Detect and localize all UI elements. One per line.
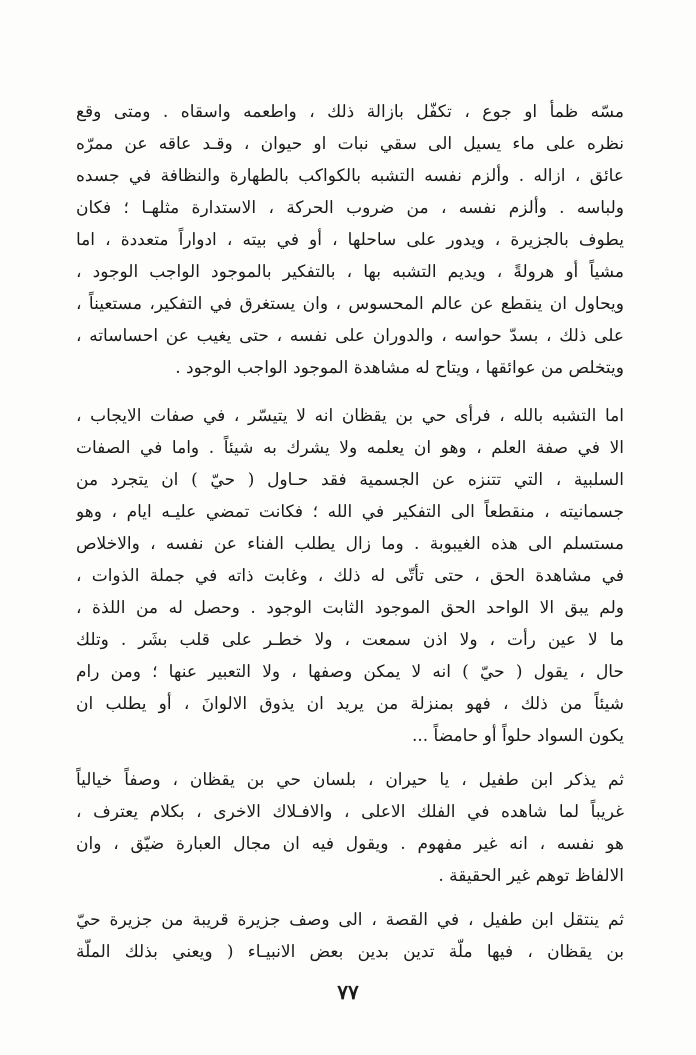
text-line: ويحاول ان ينقطع عن عالم المحسوس ، وان يستغرق في التفكير، مستعيناً ، (76, 294, 624, 314)
text-line: بن يقظان ، فيها ملّة تدين بدين بعض الانبيـاء ( ويعني بذلك الملّة (76, 942, 624, 962)
text-line: يكون السواد حلواً أو حامضاً ... (411, 726, 624, 746)
text-line: على ذلك ، بسدّ حواسه ، والدوران على نفسه ، حتى يغيب عن احساساته ، (76, 326, 624, 346)
text-line: نظره على ماء يسيل الى سقي نبات او حيوان ، وقـد عاقه عن ممرّه (76, 134, 624, 154)
paragraph-2 (76, 400, 624, 752)
text-line: السلبية ، التي تتنزه عن الجسمية فقد حـاول ( حيّ ) ان يتجرد من (76, 470, 624, 490)
paragraph-4 (76, 904, 624, 968)
text-line: ثم ينتقل ابن طفيل ، في القصة ، الى وصف جزيرة قريبة من جزيرة حيّ (76, 910, 624, 930)
text-line: الا في صفة العلم ، وهو ان يعلمه ولا يشرك به شيئاً . واما في الصفات (76, 438, 624, 458)
text-line: ويتخلص من عوائقها ، ويتاح له مشاهدة الموجود الواجب الوجود . (175, 358, 624, 378)
text-line: هو نفسه ، انه غير مفهوم . ويقول فيه ان مجال العبارة ضيّق ، وان (76, 834, 624, 854)
text-line: في مشاهدة الحق ، حتى تأتّى له ذلك ، وغابت ذاته في جملة الذوات ، (76, 566, 624, 586)
text-line: جسمانيته ، منقطعاً الى التفكير في الله ؛ فكانت تمضي عليـه ايام ، وهو (76, 502, 624, 522)
paragraph-3 (76, 764, 624, 892)
text-line: الالفاظ توهم غير الحقيقة . (438, 866, 624, 886)
text-line: عائق ، ازاله . وألزم نفسه التشبه بالكواكب بالطهارة والنظافة في جسده (76, 166, 624, 186)
text-line: يطوف بالجزيرة ، ويدور على ساحلها ، أو في بيته ، ادواراً متعددة ، اما (76, 230, 624, 250)
text-line: ولباسه . وألزم نفسه ، من ضروب الحركة ، الاستدارة مثلهـا ؛ فكان (76, 198, 624, 218)
text-line: اما التشبه بالله ، فرأى حي بن يقظان انه لا يتيسّر ، في صفات الايجاب ، (76, 406, 624, 426)
text-line: مستسلم الى هذه الغيبوبة . وما زال يطلب الفناء عن نفسه ، والاخلاص (76, 534, 624, 554)
paragraph-1 (76, 96, 624, 384)
text-line: شيئاً من ذلك ، فهو بمنزلة من يريد ان يذوق الالوانَ ، أو يطلب ان (76, 694, 624, 714)
text-line: ما لا عين رأت ، ولا اذن سمعت ، ولا خطـر على قلب بشَر . وتلك (76, 630, 624, 650)
text-line: ثم يذكر ابن طفيل ، يا حيران ، بلسان حي بن يقظان ، وصفاً خيالياً (76, 770, 624, 790)
text-line: مسّه ظمأ او جوع ، تكفّل بازالة ذلك ، واطعمه واسقاه . ومتى وقع (76, 102, 624, 122)
text-line: حال ، يقول ( حيّ ) انه لا يمكن وصفها ، ولا التعبير عنها ؛ ومن رام (76, 662, 624, 682)
text-line: ولم يبق الا الواحد الحق الموجود الثابت الوجود . وحصل له من اللذة ، (76, 598, 624, 618)
text-line: مشياً أو هرولةً ، ويديم التشبه بها ، بالتفكير بالموجود الواجب الوجود ، (76, 262, 624, 282)
text-line: غريباً لما شاهده في الفلك الاعلى ، والافـلاك الاخرى ، بكلام يعترف ، (76, 802, 624, 822)
page-number: ٧٧ (337, 980, 359, 1004)
